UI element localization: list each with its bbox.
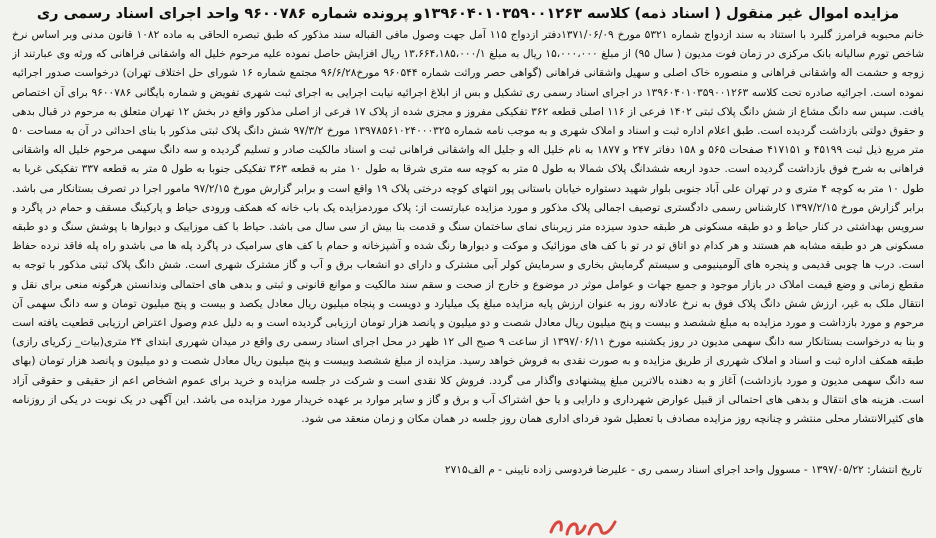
handwritten-mark [545, 508, 625, 538]
notice-title: مزایده اموال غیر منقول ( اسناد ذمه) کلاسه ۱۳۹۶۰۴۰۱۰۳۵۹۰۰۱۲۶۳و پرونده شماره ۹۶۰۰۷۸۶ واحد اجرای اسناد رسمی ری [36, 6, 900, 22]
notice-body: خانم محبوبه فرامرز گلبرد با استناد به سند ازدواج شماره ۵۳۲۱ مورخ ۱۳۷۱/۰۶/۰۹دفتر ازدواج ۱۱۵ آمل جهت وصول مافی القباله سند مذکور که طبق تبصره الحاقی به ماده ۱۰۸۲ قانون مدنی وبر اساس نرخ شاخص تورم سالیانه بانک مرکزی در زمان فوت مدیون ( سال ۹۵) از مبلغ ۱۵،۰۰۰،۰۰۰ ریال به مبلغ ۱۳،۶۶۴،۱۸۵،۰۰۰/۱ ریال افزایش حاصل نموده علیه مرحوم خلیل اله واشقانی فراهانی که ورثه وی عبارتند از زوجه و حشمت اله واشقانی فراهانی و منصوره خاک اصلی و سهیل واشقانی فراهانی (گواهی حصر وراثت شماره ۹۶۰۵۴۴ مورخ۹۶/۶/۲۸ مجتمع شماره ۱۶ شورای حل اختلاف تهران) درخواست صدور اجرائیه نموده است. اجرائیه صادره تحت کلاسه ۱۳۹۶۰۴۰۱۰۳۵۹۰۰۱۲۶۳ در اجرای اسناد رسمی ری تشکیل و بس از ابلاغ اجرائیه نیابت اجرایی به اجرای ثبت شهری تفویض و شماره بایگانی ۹۶۰۰۷۸۶ برای آن اختصاص یافت. سپس سه دانگ مشاع از شش دانگ پلاک ثبتی ۱۴۰۲ فرعی از ۱۱۶ اصلی قطعه ۳۶۲ تفکیکی مفروز و مجزی شده از پلاک ۱۷ فرعی از اصلی مذکور واقع در بخش ۱۲ تهران متعلق به مرحوم در قبال بدهی و حقوق دولتی بازداشت گردیده است. طبق اعلام اداره ثبت و اسناد و املاک شهری و به موجب نامه شماره ۱۳۹۷۸۵۶۱۰۲۴۰۰۰۳۲۵ مورخ ۹۷/۳/۲ شش دانگ پلاک ثبتی مذکور با بنای احداثی در آن به مساحت ۵۰ متر مربع ذیل ثبت ۴۵۱۹۹ و ۴۱۷۱۵۱ صفحات ۵۶۵ و ۱۵۸ دفاتر ۲۴۷ و ۱۸۷۷ به نام خلیل اله و جلیل اله واشقانی فراهانی ثبت و اسناد مالکیت صادر و تسلیم گردیده و سه دانگ سهمی مرحوم خلیل اله واشقانی فراهانی به شرح فوق بازداشت گردیده است. حدود اربعه ششدانگ پلاک شمالا به طول ۵ متر به کوچه سه متری شرقا به طول ۱۰ متر به قطعه ۳۶۳ تفکیکی جنوبا به طول ۵ متر به قطعه ۳۳۷ تفکیکی غربا به طول ۱۰ متر به کوچه ۴ متری و در تهران علی آباد جنوبی بلوار شهید دستواره خیابان باستانی پور انتهای کوچه درختی پلاک ۱۹ واقع است و برابر گزارش مورخ ۹۷/۲/۱۵ مامور اجرا در تصرف بستانکار می باشد. برابر گزارش مورخ ۱۳۹۷/۲/۱۵ کارشناس رسمی دادگستری توصیف اجمالی پلاک مذکور و مورد مزایده عبارتست از: پلاک موردمزایده یک باب خانه که همکف ورودی حیاط و پارکینگ مسقف و حمام در پاگرد و سرویس بهداشتی در کنار حیاط و دو طبقه مسکونی هر طبقه حدود سیزده متر زیربنای نمای ساختمان سنگ و قدمت بنا بیش از سی سال می باشد. حیاط با کف موزاییک و دیوارها با پوشش سنگ و دو طبقه مسکونی هر دو طبقه مشابه هم هستند و هر کدام دو اتاق تو در تو با کف های موزائیک و موکت و دیوارها رنگ شده و آشپزخانه و حمام با کف های سرامیک در پاگرد پله ها می باشدو راه پله فاقد نرده حفاظ است. درب ها چوبی قدیمی و پنجره های آلومینیومی و سیستم گرمایش بخاری و سرمایش کولر آبی مشترک و دارای دو انشعاب برق و آب و گاز مشترک شهری است. شش دانگ پلاک ثبتی مذکور با توجه به مقطع زمانی و وضع قیمت املاک در بازار موجود و جمیع جهات و عوامل موثر در موضوع و خارج از صحت و سقم سند مالکیت و موانع قانونی و ثبتی و بدهی های احتمالی وندانستن هرگونه منعی برای نقل و انتقال ملک به غیر، ارزش شش دانگ پلاک فوق به نرخ عادلانه روز به عنوان ارزش پایه مزایده مبلغ یک میلیارد و دویست و پنجاه میلیون ریال معادل یکصد و بیست و پنج میلیون تومان و سه دانگ سهمی آن مرحوم و مورد بازداشت و مورد مزایده به مبلغ ششصد و بیست و پنج میلیون ریال معادل شصت و دو میلیون و پانصد هزار تومان ارزیابی گردیده است و به دلیل عدم وصول اعتراض ارزیابی قطعیت یافته است و بنا به درخواست بستانکار سه دانگ سهمی مدیون در روز یکشنبه مورخ ۱۳۹۷/۰۶/۱۱ از ساعت ۹ صبح الی ۱۲ ظهر در محل اجرای اسناد رسمی ری واقع در میدان شهرری ابتدای ۲۴ متری(بیات_ زکریای رازی) طبقه همکف اداره ثبت و اسناد و املاک شهرری از طریق مزایده و به صورت نقدی به فروش خواهد رسید. مزایده از مبلغ ششصد وبیست و پنج میلیون ریال معادل شصت و دو میلیون و پانصد هزار تومان (بهای سه دانگ سهمی مدیون و مورد بازداشت) آغاز و به دهنده بالاترین مبلغ پیشنهادی واگذار می گردد. فروش کلا نقدی است و شرکت در جلسه مزایده و خرید برای عموم اشخاص اعم از حقیقی و حقوقی آزاد است. هزینه های انتقال و بدهی های احتمالی از قبیل عوارض شهرداری و دارایی و یا حق اشتراک آب و برق و گاز و سایر موارد بر عهده خریدار مورد مزایده می باشد. این آگهی در یک نوبت در یکی از روزنامه های کثیرالانتشار محلی منتشر و چنانچه روز مزایده مصادف با تعطیل شود فردای اداری همان روز جلسه در همان مکان و زمان منعقد می شود. [12, 29, 924, 426]
notice-footer: تاریخ انتشار: ۱۳۹۷/۰۵/۲۲ - مسوول واحد اجرای اسناد رسمی ری - علیرضا فردوسی زاده نایینی - م الف۲۷۱۵ [444, 464, 922, 476]
